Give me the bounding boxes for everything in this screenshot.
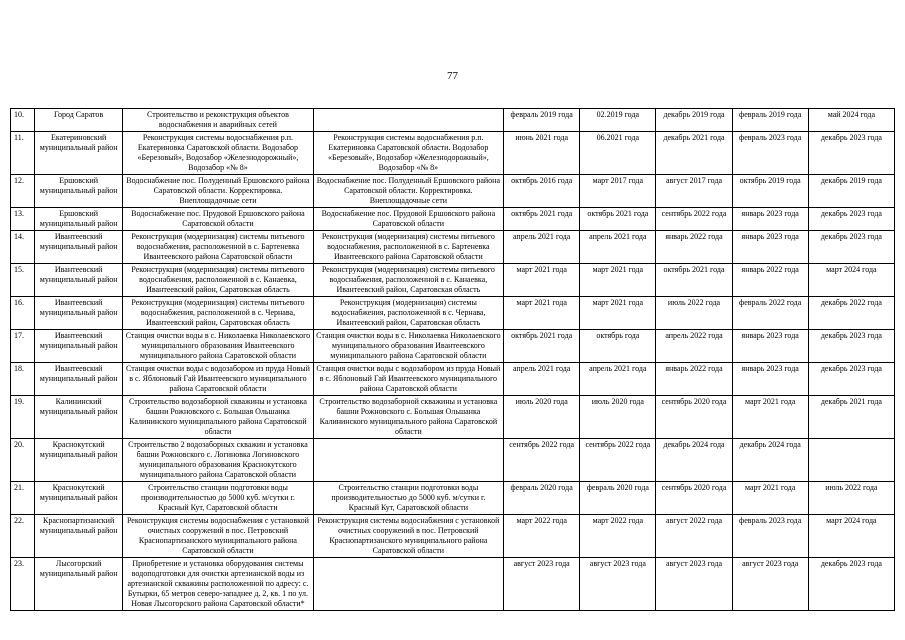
- project-description-repeat-cell: [313, 558, 503, 611]
- date-construction-end-cell: [808, 439, 894, 482]
- district-cell: Краснокутский муниципальный район: [35, 482, 123, 515]
- date-construction-end-cell: декабрь 2023 года: [808, 363, 894, 396]
- district-cell: Краснокутский муниципальный район: [35, 439, 123, 482]
- date-expertise-cell: декабрь 2024 года: [656, 439, 732, 482]
- date-design-end-cell: апрель 2021 года: [580, 231, 656, 264]
- project-description-repeat-cell: Водоснабжение пос. Прудовой Ершовского района Саратовской области: [313, 208, 503, 231]
- date-construction-end-cell: декабрь 2023 года: [808, 330, 894, 363]
- table-row: [11, 363, 895, 396]
- date-construction-start-cell: январь 2023 года: [732, 363, 808, 396]
- date-design-end-cell: октябрь 2021 года: [580, 208, 656, 231]
- row-number-cell: 18.: [11, 363, 35, 396]
- district-cell: Ершовский муниципальный район: [35, 175, 123, 208]
- date-design-start-cell: апрель 2021 года: [504, 363, 580, 396]
- date-construction-start-cell: февраль 2023 года: [732, 515, 808, 558]
- date-design-start-cell: март 2021 года: [504, 264, 580, 297]
- row-number-cell: 17.: [11, 330, 35, 363]
- date-construction-end-cell: декабрь 2019 года: [808, 175, 894, 208]
- row-number-cell: 23.: [11, 558, 35, 611]
- table-row: [11, 208, 895, 231]
- project-description-repeat-cell: Реконструкция системы водоснабжения р.п. Екатериновка Саратовской области. Водозабор «Березовый», Водозабор «Железнодорожный», Водозабор «№ 8»: [313, 132, 503, 175]
- table-row: [11, 109, 895, 132]
- date-design-start-cell: июль 2020 года: [504, 396, 580, 439]
- date-design-end-cell: март 2021 года: [580, 264, 656, 297]
- project-description-repeat-cell: [313, 439, 503, 482]
- date-design-start-cell: март 2022 года: [504, 515, 580, 558]
- row-number-cell: 15.: [11, 264, 35, 297]
- row-number-cell: 20.: [11, 439, 35, 482]
- date-construction-start-cell: август 2023 года: [732, 558, 808, 611]
- project-description-repeat-cell: Строительство водозаборной скважины и установка башни Рожновского с. Большая Ольшанка Калининского муниципального района Саратовской области: [313, 396, 503, 439]
- date-construction-end-cell: март 2024 года: [808, 515, 894, 558]
- project-description-cell: Реконструкция (модернизация) системы питьевого водоснабжения, расположенной в с. Чернава, Ивантеевский район, Саратовская область: [123, 297, 313, 330]
- district-cell: Город Саратов: [35, 109, 123, 132]
- row-number-cell: 11.: [11, 132, 35, 175]
- page-number: 77: [447, 70, 458, 82]
- district-cell: Ивантеевский муниципальный район: [35, 297, 123, 330]
- date-expertise-cell: декабрь 2021 года: [656, 132, 732, 175]
- date-expertise-cell: декабрь 2019 года: [656, 109, 732, 132]
- date-expertise-cell: январь 2022 года: [656, 231, 732, 264]
- date-design-end-cell: 06.2021 года: [580, 132, 656, 175]
- table-row: [11, 482, 895, 515]
- date-design-end-cell: март 2021 года: [580, 297, 656, 330]
- date-design-end-cell: август 2023 года: [580, 558, 656, 611]
- date-expertise-cell: август 2017 года: [656, 175, 732, 208]
- project-description-repeat-cell: [313, 109, 503, 132]
- date-design-start-cell: октябрь 2021 года: [504, 208, 580, 231]
- project-description-repeat-cell: Строительство станции подготовки воды производительностью до 5000 куб. м/сутки г. Красный Кут, Саратовской области: [313, 482, 503, 515]
- date-design-start-cell: февраль 2019 года: [504, 109, 580, 132]
- table-row: [11, 231, 895, 264]
- date-design-end-cell: июль 2020 года: [580, 396, 656, 439]
- project-description-cell: Реконструкция (модернизация) системы питьевого водоснабжения, расположенной в с. Бартеневка Ивантеевского района Саратовской области: [123, 231, 313, 264]
- district-cell: Ивантеевский муниципальный район: [35, 330, 123, 363]
- date-expertise-cell: август 2022 года: [656, 515, 732, 558]
- date-expertise-cell: январь 2022 года: [656, 363, 732, 396]
- date-design-end-cell: март 2017 года: [580, 175, 656, 208]
- project-description-cell: Станция очистки воды с водозабором из пруда Новый в с. Яблоновый Гай Ивантеевского муниципального района Саратовской области: [123, 363, 313, 396]
- row-number-cell: 12.: [11, 175, 35, 208]
- table-row: [11, 264, 895, 297]
- date-construction-start-cell: февраль 2019 года: [732, 109, 808, 132]
- date-construction-end-cell: декабрь 2023 года: [808, 132, 894, 175]
- table-row: [11, 439, 895, 482]
- date-design-start-cell: апрель 2021 года: [504, 231, 580, 264]
- project-description-repeat-cell: Станция очистки воды в с. Николаевка Николаевского муниципального образования Ивантеевского муниципального района Саратовской области: [313, 330, 503, 363]
- project-description-repeat-cell: Водоснабжение пос. Полуденный Ершовского района Саратовской области. Корректировка. Внеплощадочные сети: [313, 175, 503, 208]
- table-row: [11, 132, 895, 175]
- project-description-cell: Реконструкция системы водоснабжения с установкой очистных сооружений в пос. Петровский Краснопартизанского муниципального района Саратовской области: [123, 515, 313, 558]
- project-description-repeat-cell: Реконструкция (модернизация) системы водоснабжения, расположенной в с. Чернава, Ивантеевский район, Саратовская область: [313, 297, 503, 330]
- row-number-cell: 16.: [11, 297, 35, 330]
- date-design-end-cell: апрель 2021 года: [580, 363, 656, 396]
- projects-table-body: [11, 109, 895, 611]
- date-design-end-cell: февраль 2020 года: [580, 482, 656, 515]
- project-description-cell: Станция очистки воды в с. Николаевка Николаевского муниципального образования Ивантеевского муниципального района Саратовской области: [123, 330, 313, 363]
- date-construction-start-cell: март 2021 года: [732, 396, 808, 439]
- date-construction-end-cell: май 2024 года: [808, 109, 894, 132]
- row-number-cell: 10.: [11, 109, 35, 132]
- date-design-start-cell: февраль 2020 года: [504, 482, 580, 515]
- date-expertise-cell: сентябрь 2020 года: [656, 396, 732, 439]
- table-row: [11, 297, 895, 330]
- district-cell: Ивантеевский муниципальный район: [35, 264, 123, 297]
- date-design-start-cell: сентябрь 2022 года: [504, 439, 580, 482]
- date-construction-start-cell: январь 2022 года: [732, 264, 808, 297]
- date-design-start-cell: март 2021 года: [504, 297, 580, 330]
- date-expertise-cell: апрель 2022 года: [656, 330, 732, 363]
- date-design-end-cell: март 2022 года: [580, 515, 656, 558]
- district-cell: Калининский муниципальный район: [35, 396, 123, 439]
- table-row: [11, 175, 895, 208]
- date-design-start-cell: октябрь 2016 года: [504, 175, 580, 208]
- table-row: [11, 396, 895, 439]
- project-description-cell: Строительство 2 водозаборных скважин и установка башни Рожновского с. Логиновка Логиновского муниципального образования Краснокутского муниципального района Саратовской области: [123, 439, 313, 482]
- project-description-cell: Реконструкция системы водоснабжения р.п. Екатериновка Саратовской области. Водозабор «Березовый», Водозабор «Железнодорожный», Водозабор «№ 8»: [123, 132, 313, 175]
- date-construction-start-cell: январь 2023 года: [732, 208, 808, 231]
- table-row: [11, 515, 895, 558]
- district-cell: Ершовский муниципальный район: [35, 208, 123, 231]
- date-construction-end-cell: июль 2022 года: [808, 482, 894, 515]
- project-description-repeat-cell: Реконструкция системы водоснабжения с установкой очистных сооружений в пос. Петровский Краснопартизанского муниципального района Саратовской области: [313, 515, 503, 558]
- row-number-cell: 13.: [11, 208, 35, 231]
- date-design-end-cell: сентябрь 2022 года: [580, 439, 656, 482]
- date-construction-start-cell: октябрь 2019 года: [732, 175, 808, 208]
- project-description-cell: Строительство станции подготовки воды производительностью до 5000 куб. м/сутки г. Красный Кут, Саратовской области: [123, 482, 313, 515]
- project-description-cell: Водоснабжение пос. Прудовой Ершовского района Саратовской области: [123, 208, 313, 231]
- date-construction-start-cell: февраль 2022 года: [732, 297, 808, 330]
- project-description-cell: Строительство водозаборной скважины и установка башни Рожновского с. Большая Ольшанка Калининского муниципального района Саратовской области: [123, 396, 313, 439]
- project-description-cell: Реконструкция (модернизация) системы питьевого водоснабжения, расположенной в с. Канаевка, Ивантеевский район, Саратовская область: [123, 264, 313, 297]
- date-construction-end-cell: декабрь 2023 года: [808, 558, 894, 611]
- projects-table: [10, 108, 895, 611]
- date-construction-end-cell: декабрь 2023 года: [808, 231, 894, 264]
- date-construction-start-cell: декабрь 2024 года: [732, 439, 808, 482]
- date-design-start-cell: октябрь 2021 года: [504, 330, 580, 363]
- date-design-end-cell: октябрь года: [580, 330, 656, 363]
- table-row: [11, 330, 895, 363]
- date-construction-end-cell: март 2024 года: [808, 264, 894, 297]
- date-expertise-cell: сентябрь 2022 года: [656, 208, 732, 231]
- project-description-cell: Строительство и реконструкция объектов водоснабжения и аварийных сетей: [123, 109, 313, 132]
- date-expertise-cell: сентябрь 2020 года: [656, 482, 732, 515]
- date-design-start-cell: август 2023 года: [504, 558, 580, 611]
- date-design-start-cell: июнь 2021 года: [504, 132, 580, 175]
- district-cell: Ивантеевский муниципальный район: [35, 363, 123, 396]
- project-description-repeat-cell: Реконструкция (модернизация) системы питьевого водоснабжения, расположенной в с. Бартеневка Ивантеевского района Саратовской области: [313, 231, 503, 264]
- project-description-repeat-cell: Реконструкция (модернизация) системы питьевого водоснабжения, расположенной в с. Канаевка, Ивантеевский район, Саратовская область: [313, 264, 503, 297]
- row-number-cell: 21.: [11, 482, 35, 515]
- date-design-end-cell: 02.2019 года: [580, 109, 656, 132]
- date-construction-start-cell: январь 2023 года: [732, 330, 808, 363]
- date-expertise-cell: август 2023 года: [656, 558, 732, 611]
- date-construction-start-cell: февраль 2023 года: [732, 132, 808, 175]
- date-expertise-cell: июль 2022 года: [656, 297, 732, 330]
- date-construction-end-cell: декабрь 2021 года: [808, 396, 894, 439]
- table-row: [11, 558, 895, 611]
- district-cell: Краснопартизанский муниципальный район: [35, 515, 123, 558]
- project-description-cell: Водоснабжение пос. Полуденный Ершовского района Саратовской области. Корректировка. Внеплощадочные сети: [123, 175, 313, 208]
- date-construction-end-cell: декабрь 2023 года: [808, 208, 894, 231]
- date-construction-start-cell: январь 2023 года: [732, 231, 808, 264]
- date-construction-end-cell: декабрь 2022 года: [808, 297, 894, 330]
- row-number-cell: 19.: [11, 396, 35, 439]
- row-number-cell: 22.: [11, 515, 35, 558]
- row-number-cell: 14.: [11, 231, 35, 264]
- date-construction-start-cell: март 2021 года: [732, 482, 808, 515]
- date-expertise-cell: октябрь 2021 года: [656, 264, 732, 297]
- district-cell: Лысогорский муниципальный район: [35, 558, 123, 611]
- district-cell: Екатериновский муниципальный район: [35, 132, 123, 175]
- district-cell: Ивантеевский муниципальный район: [35, 231, 123, 264]
- project-description-cell: Приобретение и установка оборудования системы водоподготовки для очистки артезианской воды из артезианской скважины расположенной по адресу: с. Бутырки, 65 метров северо-западнее д. 2, кв. 1 по ул. Новая Лысогорского района Саратовской области*: [123, 558, 313, 611]
- project-description-repeat-cell: Станция очистки воды с водозабором из пруда Новый в с. Яблоновый Гай Ивантеевского муниципального района Саратовской области: [313, 363, 503, 396]
